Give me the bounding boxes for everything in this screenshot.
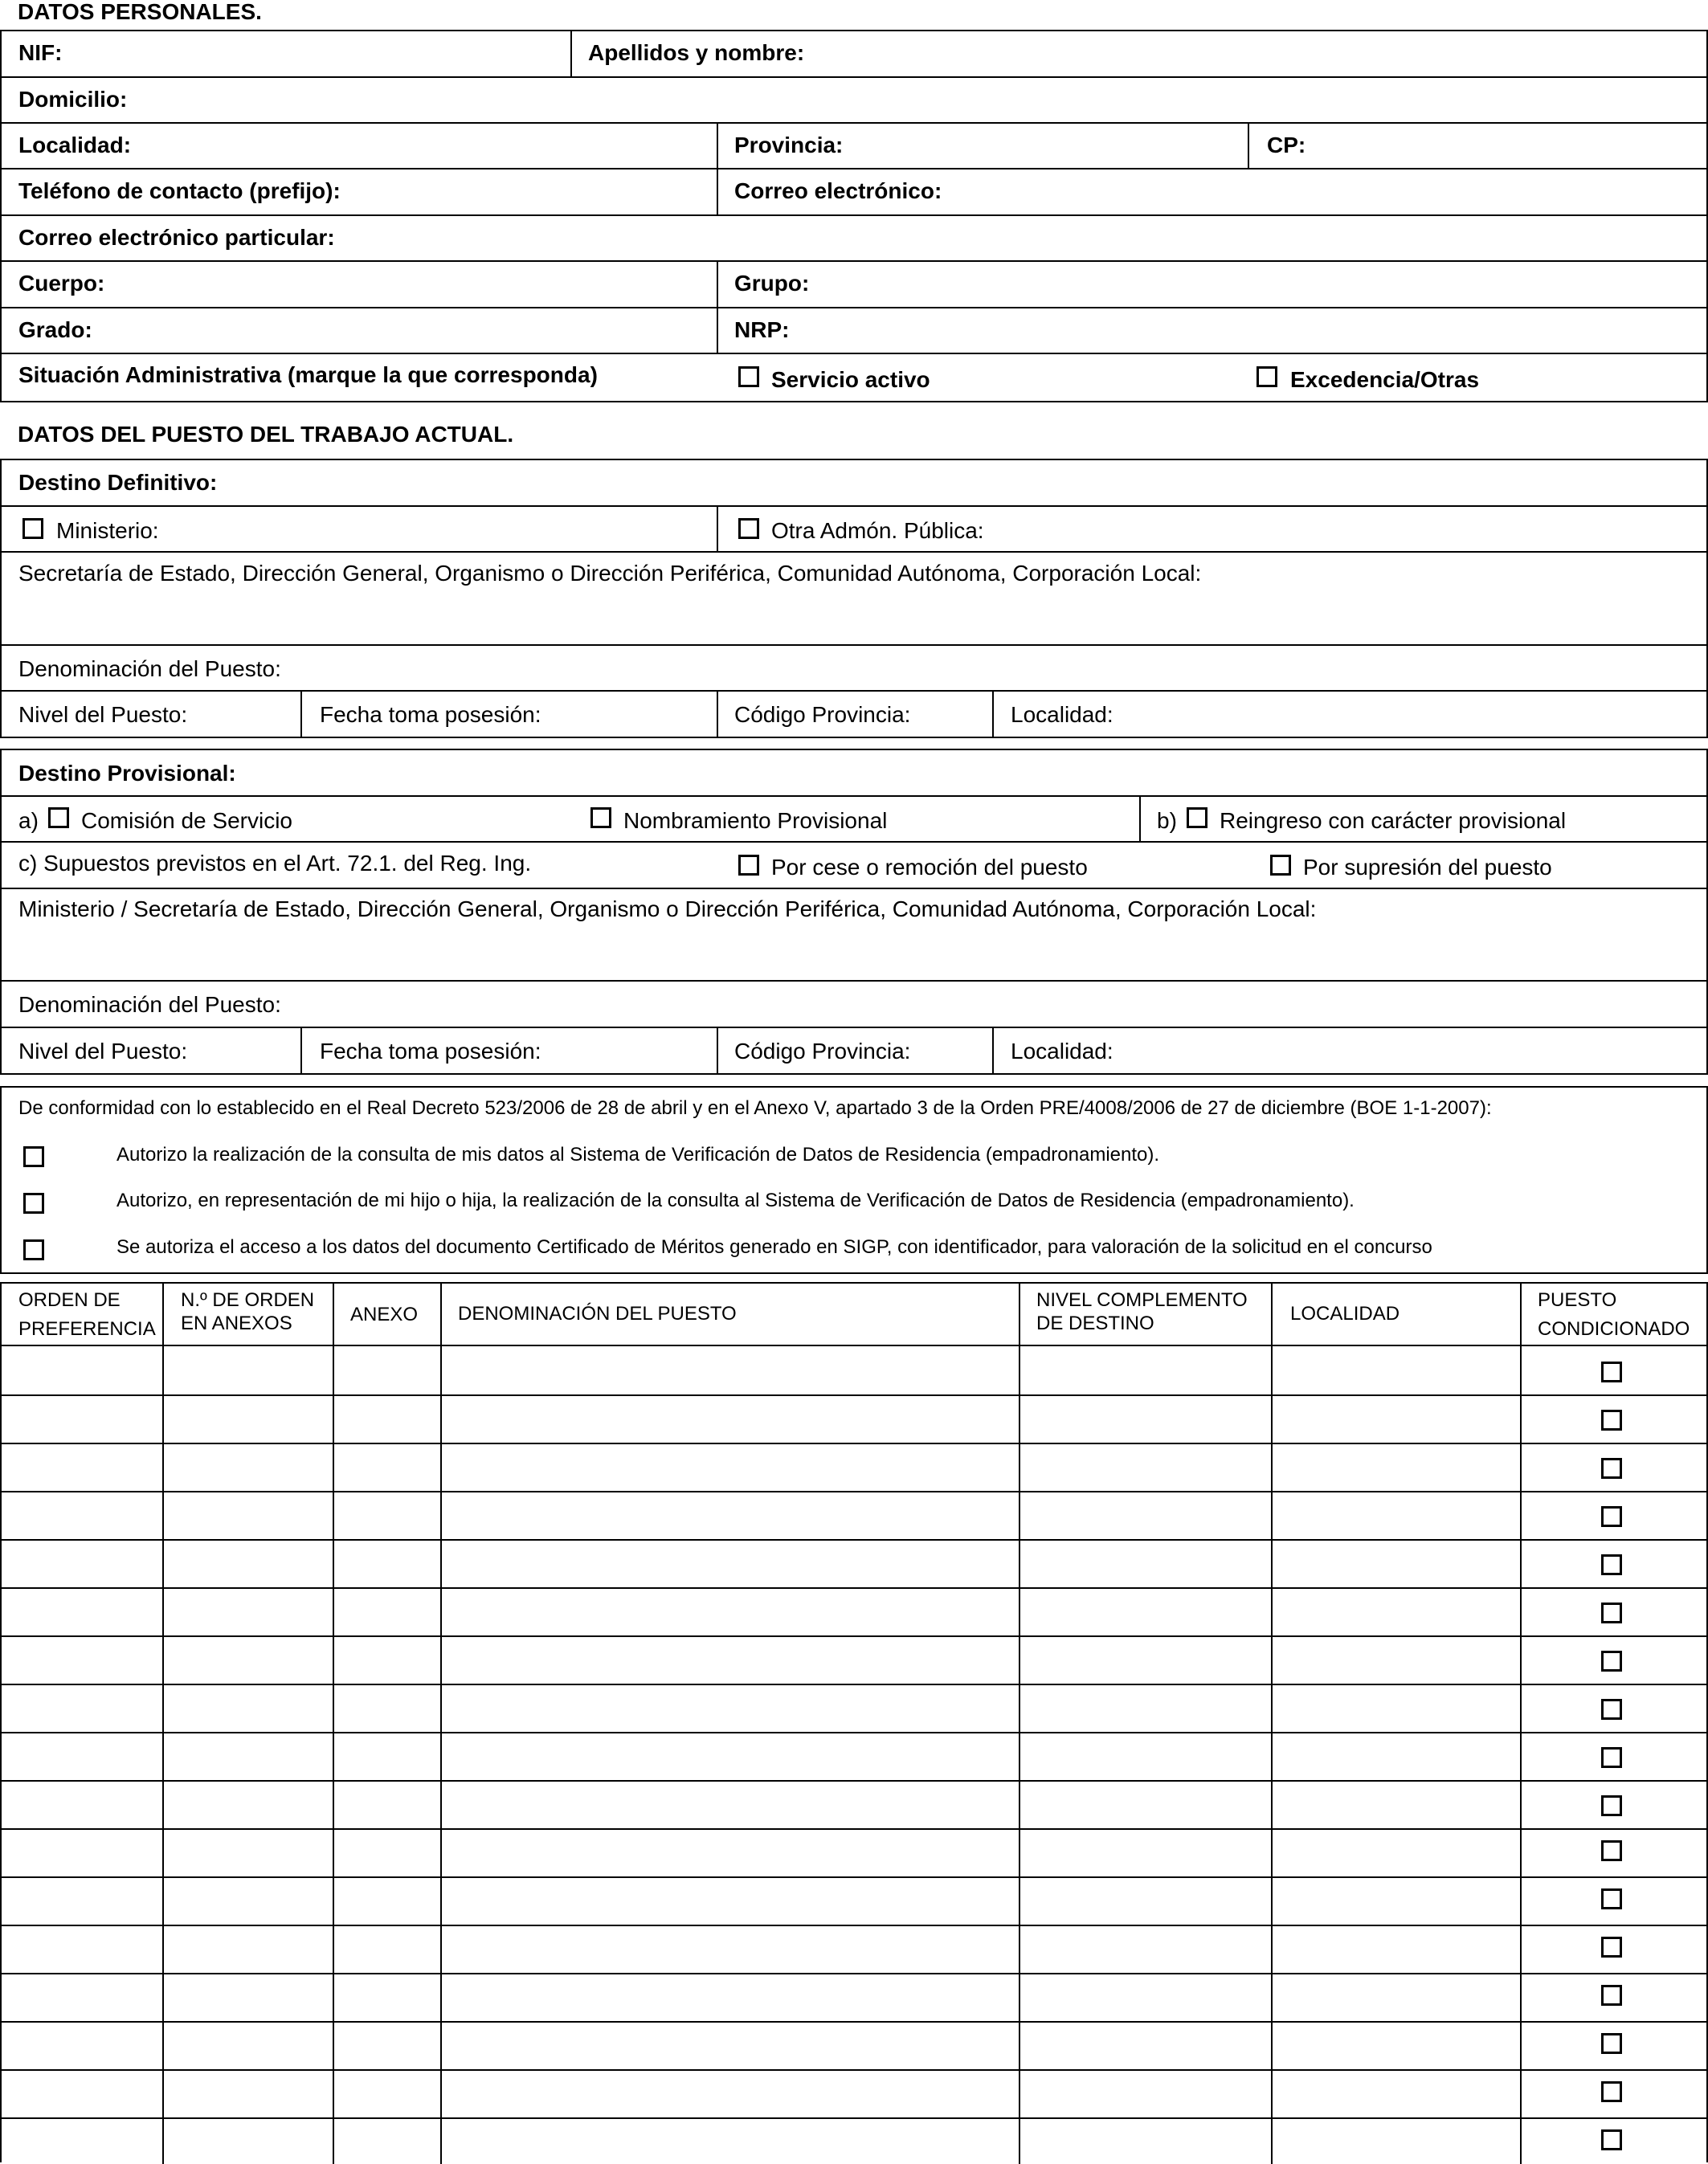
cp-label: CP: bbox=[1267, 133, 1306, 157]
header-norden-line2: EN ANEXOS bbox=[181, 1313, 292, 1334]
destino-definitivo-table bbox=[0, 459, 1708, 738]
provisional-codigo-provincia-field[interactable] bbox=[718, 1028, 994, 1075]
provisional-nivel-label: Nivel del Puesto: bbox=[18, 1039, 188, 1064]
cp-field[interactable] bbox=[1249, 124, 1708, 169]
ministerio-label: Ministerio: bbox=[56, 518, 159, 543]
table-row[interactable] bbox=[2, 2023, 1708, 2071]
otra-admon-checkbox[interactable] bbox=[738, 518, 759, 539]
telefono-label: Teléfono de contacto (prefijo): bbox=[18, 178, 341, 203]
table-row[interactable] bbox=[2, 1444, 1708, 1492]
table-row[interactable] bbox=[2, 1974, 1708, 2023]
table-row[interactable] bbox=[2, 1492, 1708, 1541]
table-row[interactable] bbox=[2, 1589, 1708, 1637]
fecha-label: Fecha toma posesión: bbox=[320, 702, 541, 727]
destino-provisional-label: Destino Provisional: bbox=[18, 761, 236, 786]
table-row[interactable] bbox=[2, 1685, 1708, 1733]
provisional-denominacion-label: Denominación del Puesto: bbox=[18, 992, 281, 1017]
servicio-activo-label: Servicio activo bbox=[771, 367, 930, 392]
provisional-c-row bbox=[2, 843, 1708, 889]
grado-field[interactable] bbox=[2, 308, 718, 354]
consent-residencia-label: Autorizo la realización de la consulta de mis datos al Sistema de Verificación de Datos de Residencia (empadronamiento). bbox=[116, 1144, 1160, 1166]
provincia-field[interactable] bbox=[718, 124, 1249, 169]
grupo-field[interactable] bbox=[718, 262, 1708, 308]
excedencia-label: Excedencia/Otras bbox=[1290, 367, 1480, 392]
table-row[interactable] bbox=[2, 2071, 1708, 2119]
puesto-condicionado-checkbox[interactable] bbox=[1601, 1747, 1622, 1768]
otra-admon-label: Otra Admón. Pública: bbox=[771, 518, 984, 543]
nrp-field[interactable] bbox=[718, 308, 1708, 354]
cese-label: Por cese o remoción del puesto bbox=[771, 855, 1088, 880]
nif-label: NIF: bbox=[18, 40, 63, 65]
header-nivel-line1: NIVEL COMPLEMENTO bbox=[1036, 1289, 1248, 1311]
nivel-field[interactable] bbox=[2, 692, 302, 738]
actual-section-title: DATOS DEL PUESTO DEL TRABAJO ACTUAL. bbox=[18, 422, 514, 447]
header-orden-line2: PREFERENCIA bbox=[18, 1318, 156, 1340]
b-prefix-label: b) bbox=[1157, 808, 1177, 833]
consent-box bbox=[0, 1086, 1708, 1274]
puesto-condicionado-checkbox[interactable] bbox=[1601, 2033, 1622, 2054]
supresion-label: Por supresión del puesto bbox=[1303, 855, 1552, 880]
table-row[interactable] bbox=[2, 1926, 1708, 1974]
localidad-label: Localidad: bbox=[18, 133, 132, 157]
excedencia-checkbox[interactable] bbox=[1256, 366, 1277, 387]
header-anexo: ANEXO bbox=[350, 1304, 419, 1325]
table-row[interactable] bbox=[2, 1541, 1708, 1589]
puesto-condicionado-checkbox[interactable] bbox=[1601, 2129, 1622, 2150]
consent-intro: De conformidad con lo establecido en el Real Decreto 523/2006 de 28 de abril y en el Anexo V, apartado 3 de la Orden PRE/4008/2006 de 27 de diciembre (BOE 1-1-2007): bbox=[18, 1097, 1492, 1119]
header-puesto-line1: PUESTO bbox=[1538, 1289, 1617, 1311]
consent-hijo-label: Autorizo, en representación de mi hijo o hija, la realización de la consulta al Sistema de Verificación de Datos de Residencia (empadronamiento). bbox=[116, 1190, 1355, 1211]
reingreso-label: Reingreso con carácter provisional bbox=[1220, 808, 1567, 833]
table-row[interactable] bbox=[2, 1878, 1708, 1926]
table-row[interactable] bbox=[2, 1396, 1708, 1444]
denominacion-label: Denominación del Puesto: bbox=[18, 656, 281, 681]
cuerpo-label: Cuerpo: bbox=[18, 271, 105, 296]
destino-provisional-table bbox=[0, 749, 1708, 1075]
consent-sigp-label: Se autoriza el acceso a los datos del documento Certificado de Méritos generado en SIGP, con identificador, para valoración de la solicitud en el concurso bbox=[116, 1236, 1432, 1258]
provisional-codigo-provincia-label: Código Provincia: bbox=[734, 1039, 911, 1064]
comision-label: Comisión de Servicio bbox=[81, 808, 292, 833]
destino-provisional-row bbox=[2, 750, 1708, 797]
destino-definitivo-row bbox=[2, 460, 1708, 507]
nombramiento-checkbox[interactable] bbox=[590, 807, 611, 828]
servicio-activo-checkbox[interactable] bbox=[738, 366, 759, 387]
supuestos-label: c) Supuestos previstos en el Art. 72.1. del Reg. Ing. bbox=[18, 851, 532, 876]
codigo-provincia-field[interactable] bbox=[718, 692, 994, 738]
puesto-condicionado-checkbox[interactable] bbox=[1601, 1888, 1622, 1909]
provisional-secretaria-label: Ministerio / Secretaría de Estado, Dirección General, Organismo o Dirección Periférica, Comunidad Autónoma, Corporación Local: bbox=[18, 896, 1317, 921]
header-norden-line1: N.º DE ORDEN bbox=[181, 1289, 315, 1311]
cuerpo-field[interactable] bbox=[2, 262, 718, 308]
correo-particular-label: Correo electrónico particular: bbox=[18, 225, 335, 250]
provisional-b-row bbox=[1141, 797, 1708, 843]
localidad-field[interactable] bbox=[2, 124, 718, 169]
nivel-label: Nivel del Puesto: bbox=[18, 702, 188, 727]
nombramiento-label: Nombramiento Provisional bbox=[623, 808, 888, 833]
provisional-nivel-field[interactable] bbox=[2, 1028, 302, 1075]
provisional-denominacion-field[interactable] bbox=[2, 982, 1708, 1028]
domicilio-label: Domicilio: bbox=[18, 87, 128, 112]
provisional-fecha-field[interactable] bbox=[302, 1028, 718, 1075]
personal-section-title: DATOS PERSONALES. bbox=[18, 0, 262, 24]
consent-hijo-checkbox[interactable] bbox=[23, 1193, 44, 1214]
situacion-row bbox=[2, 354, 1708, 402]
header-orden-line1: ORDEN DE bbox=[18, 1289, 121, 1311]
comision-checkbox[interactable] bbox=[48, 807, 69, 828]
personal-data-table bbox=[0, 30, 1708, 402]
table-row[interactable] bbox=[2, 2119, 1708, 2164]
ministerio-field bbox=[2, 507, 718, 553]
provincia-label: Provincia: bbox=[734, 133, 844, 157]
ministerio-checkbox[interactable] bbox=[22, 518, 43, 539]
localidad-puesto-label: Localidad: bbox=[1011, 702, 1113, 727]
table-row[interactable] bbox=[2, 1830, 1708, 1878]
puesto-condicionado-checkbox[interactable] bbox=[1601, 1410, 1622, 1431]
puesto-condicionado-checkbox[interactable] bbox=[1601, 1362, 1622, 1382]
denominacion-field[interactable] bbox=[2, 646, 1708, 692]
apellidos-field[interactable] bbox=[572, 31, 1708, 78]
table-row[interactable] bbox=[2, 1637, 1708, 1685]
provisional-localidad-label: Localidad: bbox=[1011, 1039, 1113, 1064]
table-row[interactable] bbox=[2, 1348, 1708, 1396]
localidad-puesto-field[interactable] bbox=[994, 692, 1708, 738]
provisional-secretaria-field[interactable] bbox=[2, 889, 1708, 982]
correo-field[interactable] bbox=[718, 169, 1708, 216]
grupo-label: Grupo: bbox=[734, 271, 810, 296]
provisional-localidad-field[interactable] bbox=[994, 1028, 1708, 1075]
puesto-condicionado-checkbox[interactable] bbox=[1601, 1795, 1622, 1816]
cese-checkbox[interactable] bbox=[738, 855, 759, 876]
correo-particular-field[interactable] bbox=[2, 216, 1708, 262]
secretaria-field[interactable] bbox=[2, 553, 1708, 646]
situacion-label: Situación Administrativa (marque la que corresponda) bbox=[18, 362, 598, 387]
domicilio-field[interactable] bbox=[2, 78, 1708, 124]
puesto-condicionado-checkbox[interactable] bbox=[1601, 1506, 1622, 1527]
correo-label: Correo electrónico: bbox=[734, 178, 942, 203]
puesto-condicionado-checkbox[interactable] bbox=[1601, 1458, 1622, 1479]
telefono-field[interactable] bbox=[2, 169, 718, 216]
puesto-condicionado-checkbox[interactable] bbox=[1601, 1554, 1622, 1575]
apellidos-label: Apellidos y nombre: bbox=[588, 40, 805, 65]
puesto-condicionado-checkbox[interactable] bbox=[1601, 1937, 1622, 1958]
table-header-row bbox=[2, 1284, 1708, 1346]
header-localidad: LOCALIDAD bbox=[1290, 1303, 1400, 1325]
secretaria-label: Secretaría de Estado, Dirección General, Organismo o Dirección Periférica, Comunidad Autónoma, Corporación Local: bbox=[18, 561, 1202, 586]
nif-field[interactable] bbox=[2, 31, 572, 78]
table-row[interactable] bbox=[2, 1782, 1708, 1830]
consent-sigp-checkbox[interactable] bbox=[23, 1239, 44, 1260]
header-denominacion: DENOMINACIÓN DEL PUESTO bbox=[458, 1303, 737, 1325]
table-row[interactable] bbox=[2, 1733, 1708, 1782]
puesto-condicionado-checkbox[interactable] bbox=[1601, 1603, 1622, 1623]
destino-definitivo-label: Destino Definitivo: bbox=[18, 470, 218, 495]
puesto-condicionado-checkbox[interactable] bbox=[1601, 2081, 1622, 2102]
a-prefix-label: a) bbox=[18, 808, 39, 833]
puesto-condicionado-checkbox[interactable] bbox=[1601, 1699, 1622, 1720]
header-puesto-line2: CONDICIONADO bbox=[1538, 1318, 1690, 1340]
puesto-condicionado-checkbox[interactable] bbox=[1601, 1651, 1622, 1672]
preferences-table bbox=[0, 1282, 1708, 2162]
otra-admon-field bbox=[718, 507, 1708, 553]
puesto-condicionado-checkbox[interactable] bbox=[1601, 1985, 1622, 2006]
header-nivel-line2: DE DESTINO bbox=[1036, 1313, 1154, 1334]
reingreso-checkbox[interactable] bbox=[1187, 807, 1207, 828]
fecha-field[interactable] bbox=[302, 692, 718, 738]
codigo-provincia-label: Código Provincia: bbox=[734, 702, 911, 727]
supresion-checkbox[interactable] bbox=[1270, 855, 1291, 876]
provisional-fecha-label: Fecha toma posesión: bbox=[320, 1039, 541, 1064]
grado-label: Grado: bbox=[18, 317, 92, 342]
consent-residencia-checkbox[interactable] bbox=[23, 1146, 44, 1167]
puesto-condicionado-checkbox[interactable] bbox=[1601, 1840, 1622, 1861]
nrp-label: NRP: bbox=[734, 317, 790, 342]
provisional-a-row bbox=[2, 797, 1141, 843]
